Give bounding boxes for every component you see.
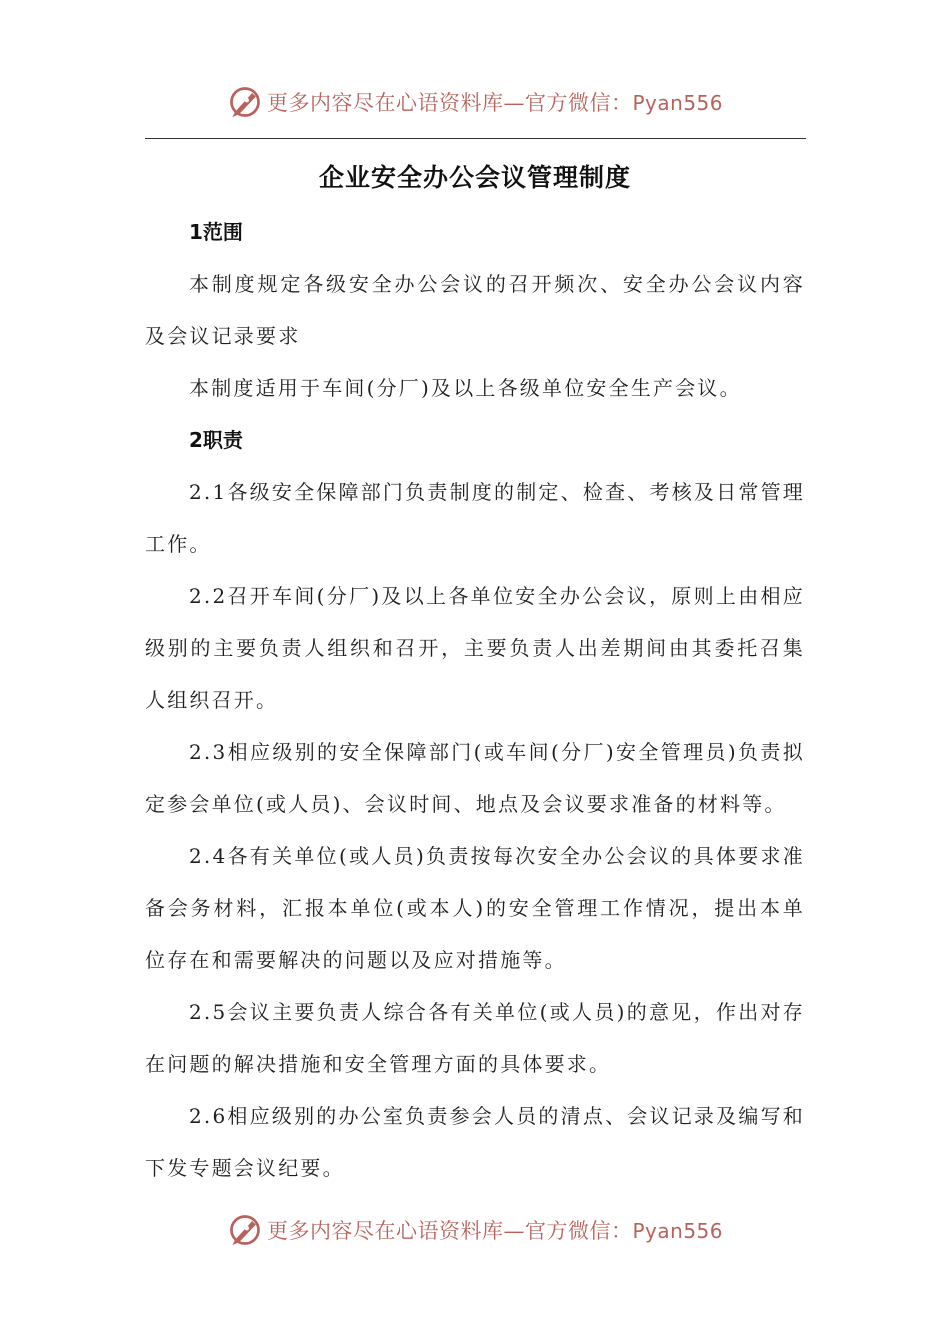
document-title: 企业安全办公会议管理制度 bbox=[318, 163, 631, 192]
header-divider bbox=[145, 138, 806, 139]
paragraph: 本制度适用于车间(分厂)及以上各级单位安全生产会议。 bbox=[189, 376, 742, 400]
footer-banner bbox=[0, 1210, 950, 1250]
header-banner bbox=[0, 82, 950, 122]
document-body bbox=[145, 206, 805, 1194]
paragraph: 2.1各级安全保障部门负责制度的制定、检查、考核及日常管理工作。 bbox=[145, 480, 805, 556]
paragraph: 2.5会议主要负责人综合各有关单位(或人员)的意见，作出对存在问题的解决措施和安全管理方面的具体要求。 bbox=[145, 1000, 805, 1076]
banner-text: 更多内容尽在心语资料库—官方微信：Pyan556 bbox=[266, 91, 723, 115]
section-heading-duties: 2职责 bbox=[189, 428, 243, 452]
paragraph: 2.2召开车间(分厂)及以上各单位安全办公会议，原则上由相应级别的主要负责人组织和召开，主要负责人出差期间由其委托召集人组织召开。 bbox=[145, 584, 805, 712]
banner-text: 更多内容尽在心语资料库—官方微信：Pyan556 bbox=[266, 1219, 723, 1243]
pen-logo-icon bbox=[227, 84, 263, 120]
wechat-id: Pyan556 bbox=[632, 1219, 723, 1243]
wechat-id: Pyan556 bbox=[632, 91, 723, 115]
section-heading-scope: 1范围 bbox=[189, 220, 243, 244]
paragraph: 2.4各有关单位(或人员)负责按每次安全办公会议的具体要求准备会务材料，汇报本单位(或本人)的安全管理工作情况，提出本单位存在和需要解决的问题以及应对措施等。 bbox=[145, 844, 805, 972]
pen-logo-icon bbox=[227, 1212, 263, 1248]
paragraph: 2.3相应级别的安全保障部门(或车间(分厂)安全管理员)负责拟定参会单位(或人员)、会议时间、地点及会议要求准备的材料等。 bbox=[145, 740, 805, 816]
paragraph: 本制度规定各级安全办公会议的召开频次、安全办公会议内容及会议记录要求 bbox=[145, 272, 805, 348]
paragraph: 2.6相应级别的办公室负责参会人员的清点、会议记录及编写和下发专题会议纪要。 bbox=[145, 1104, 805, 1180]
